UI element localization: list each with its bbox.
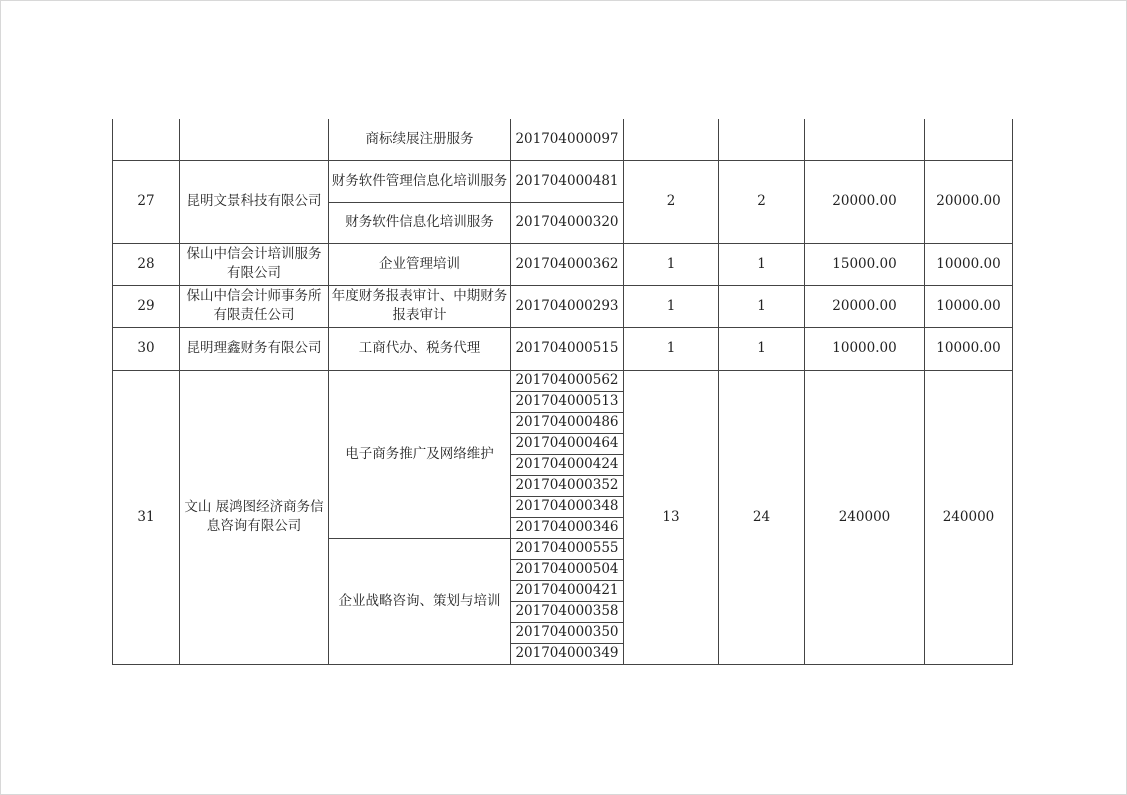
cell-amount-a: 10000.00 <box>805 327 925 370</box>
table-body <box>113 119 1013 664</box>
table-row <box>113 160 1013 202</box>
cell-code: 201704000358 <box>511 601 624 622</box>
cell-service: 财务软件管理信息化培训服务 <box>329 160 511 202</box>
cell-amount-b: 10000.00 <box>925 327 1013 370</box>
cell-company: 昆明理鑫财务有限公司 <box>180 327 329 370</box>
cell-code: 201704000424 <box>511 454 624 475</box>
cell-amount-a: 15000.00 <box>805 243 925 285</box>
cell-count-a: 2 <box>624 160 719 243</box>
cell-code: 201704000515 <box>511 327 624 370</box>
table-row <box>113 327 1013 370</box>
cell-count-b: 2 <box>719 160 805 243</box>
cell-code: 201704000362 <box>511 243 624 285</box>
cell-amount-b: 10000.00 <box>925 285 1013 327</box>
cell-amount-a <box>805 119 925 160</box>
table-row <box>113 119 1013 160</box>
cell-code: 201704000513 <box>511 391 624 412</box>
table-row <box>113 285 1013 327</box>
cell-company: 昆明文景科技有限公司 <box>180 160 329 243</box>
cell-count-b: 1 <box>719 243 805 285</box>
table-row <box>113 370 1013 391</box>
cell-code: 201704000320 <box>511 202 624 243</box>
cell-service: 企业管理培训 <box>329 243 511 285</box>
cell-code: 201704000486 <box>511 412 624 433</box>
cell-code: 201704000464 <box>511 433 624 454</box>
cell-code: 201704000352 <box>511 475 624 496</box>
cell-code: 201704000555 <box>511 538 624 559</box>
cell-count-b: 24 <box>719 370 805 664</box>
cell-amount-a: 20000.00 <box>805 285 925 327</box>
cell-no: 30 <box>113 327 180 370</box>
cell-company: 保山中信会计师事务所有限责任公司 <box>180 285 329 327</box>
cell-service: 电子商务推广及网络维护 <box>329 370 511 538</box>
cell-code: 201704000349 <box>511 643 624 664</box>
cell-service: 财务软件信息化培训服务 <box>329 202 511 243</box>
cell-count-b: 1 <box>719 285 805 327</box>
cell-no: 31 <box>113 370 180 664</box>
cell-amount-b: 20000.00 <box>925 160 1013 243</box>
cell-company <box>180 119 329 160</box>
cell-code: 201704000481 <box>511 160 624 202</box>
table-row <box>113 243 1013 285</box>
data-table <box>112 119 1013 665</box>
cell-count-b: 1 <box>719 327 805 370</box>
cell-count-a: 13 <box>624 370 719 664</box>
cell-code: 201704000346 <box>511 517 624 538</box>
cell-amount-a: 20000.00 <box>805 160 925 243</box>
cell-amount-b <box>925 119 1013 160</box>
cell-code: 201704000350 <box>511 622 624 643</box>
cell-code: 201704000562 <box>511 370 624 391</box>
cell-no <box>113 119 180 160</box>
cell-no: 28 <box>113 243 180 285</box>
cell-code: 201704000348 <box>511 496 624 517</box>
cell-code: 201704000293 <box>511 285 624 327</box>
cell-no: 29 <box>113 285 180 327</box>
cell-count-b <box>719 119 805 160</box>
cell-company: 保山中信会计培训服务有限公司 <box>180 243 329 285</box>
cell-service: 工商代办、税务代理 <box>329 327 511 370</box>
cell-amount-b: 10000.00 <box>925 243 1013 285</box>
cell-service: 年度财务报表审计、中期财务报表审计 <box>329 285 511 327</box>
cell-code: 201704000097 <box>511 119 624 160</box>
cell-service: 企业战略咨询、策划与培训 <box>329 538 511 664</box>
cell-count-a: 1 <box>624 327 719 370</box>
cell-count-a <box>624 119 719 160</box>
cell-company: 文山 展鸿图经济商务信息咨询有限公司 <box>180 370 329 664</box>
cell-amount-a: 240000 <box>805 370 925 664</box>
cell-no: 27 <box>113 160 180 243</box>
cell-service: 商标续展注册服务 <box>329 119 511 160</box>
cell-count-a: 1 <box>624 243 719 285</box>
cell-count-a: 1 <box>624 285 719 327</box>
cell-code: 201704000504 <box>511 559 624 580</box>
cell-code: 201704000421 <box>511 580 624 601</box>
cell-amount-b: 240000 <box>925 370 1013 664</box>
